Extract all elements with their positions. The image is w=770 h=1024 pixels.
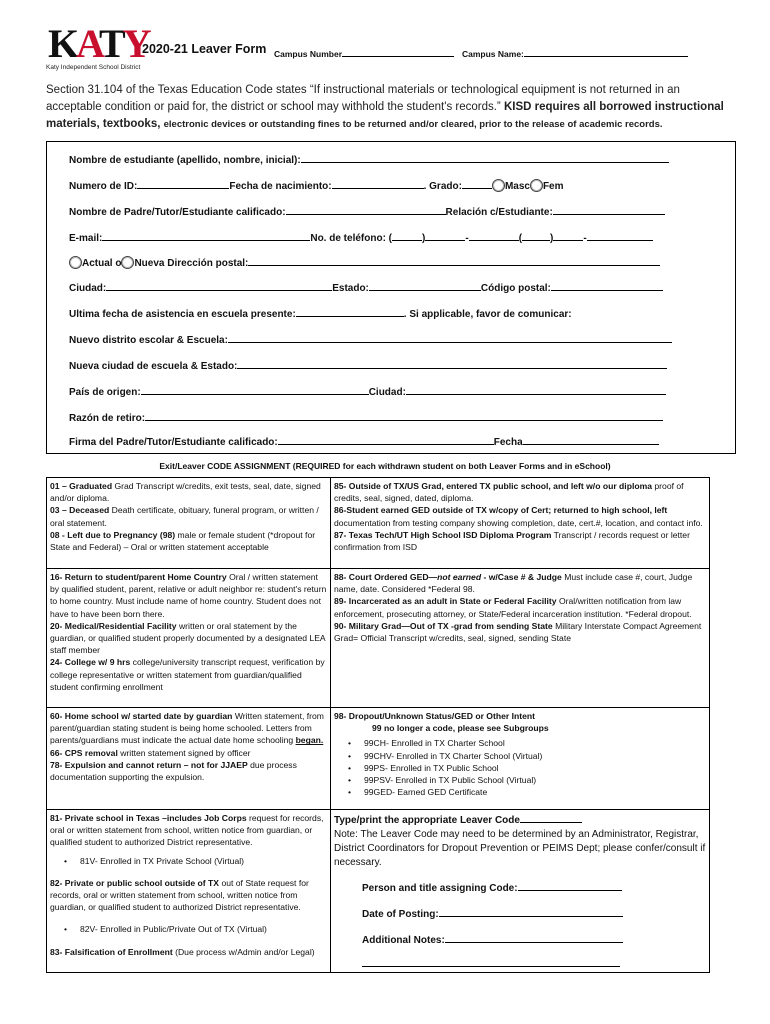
- campus-number-label: Campus Number: [274, 46, 454, 59]
- code-98-subgroups: 98- Dropout/Unknown Status/GED or Other Intent 99 no longer a code, please see Subgroups • 99CH- Enrolled in TX Charter School • 99CHV- Enrolled in TX Charter School (Virtual) • 99PS- Enrolled in TX Public School • 99PSV- Enrolled in TX Public School (Virtual) • 99GED- Earned GED Certificate: [331, 708, 709, 809]
- posting-date-field[interactable]: [439, 906, 623, 917]
- codes-85-86-87: 85- Outside of TX/US Grad, entered TX public school, and left w/o our diploma proof of credits, seal, signed, dated, diploma. 86-Student earned GED outside of TX w/copy of Cert; returned to high school, left documentation from testing company showing completion, date, cert.#, location, and contact info. 87- Texas Tech/UT High School ISD Diploma Program Transcript / records request or letter confirmation from ISD: [334, 481, 703, 553]
- country-row: País de origen: Ciudad:: [69, 384, 666, 398]
- reason-row: Razón de retiro:: [69, 410, 663, 424]
- id-field[interactable]: [137, 178, 229, 189]
- new-district-row: Nuevo distrito escolar & Escuela:: [69, 332, 672, 346]
- person-title-field[interactable]: [518, 880, 622, 891]
- city-field[interactable]: [106, 280, 332, 291]
- parent-row: Nombre de Padre/Tutor/Estudiante calificado: Relación c/Estudiante:: [69, 204, 665, 218]
- signature-row: Firma del Padre/Tutor/Estudiante calificado: Fecha: [69, 434, 659, 448]
- relation-field[interactable]: [553, 204, 665, 215]
- new-city-row: Nueva ciudad de escuela & Estado:: [69, 358, 667, 372]
- intro-text: Section 31.104 of the Texas Education Code states “If instructional materials or technological equipment is not returned in an acceptable condition or paid for, the district or school may withhold the student's records.”: [46, 84, 680, 113]
- subgroup-item: • 99GED- Earned GED Certificate: [334, 786, 706, 798]
- intro-bold: KISD requires all borrowed instructional materials, textbooks,: [46, 101, 724, 130]
- intro-paragraph: [46, 82, 736, 133]
- logo-subtitle: Katy Independent School District: [46, 64, 141, 71]
- subgroup-item: • 99PSV- Enrolled in TX Public School (Virtual): [334, 774, 706, 786]
- address-row: Actual o Nueva Dirección postal:: [69, 255, 660, 269]
- current-address-radio[interactable]: [69, 256, 82, 269]
- codes-88-89-90: 88- Court Ordered GED—not earned - w/Case # & Judge Must include case #, court, Judge name, date. Considered *Federal 98. 89- Incarcerated as an adult in State or Federal Facility Oral/written notification from law enforcement, prosecuting attorney, or State/Federal incarceration institution. *Federal dropout. 90- Military Grad—Out of TX -grad from sending State Military Interstate Compact Agreement Grad= Official Transcript w/credits, seal, signed, sending State: [334, 572, 702, 644]
- codes-16-20-24: 16- Return to student/parent Home Country Oral / written statement by qualified student, parent, relative or adult neighbor re: student's return to home country. Must include name of home country. Student does not have to have been born there. 20- Medical/Residential Facility written or oral statement by the guardian, or qualified student properly documented by a designated LEA staff member 24- College w/ 9 hrs college/university transcript request, verification by college representative or written statement from guardian/qualified student confirming enrollment: [50, 572, 327, 692]
- codes-01-03-08: 01 – Graduated Grad Transcript w/credits, exit tests, seal, date, signed and/or diploma. 03 – Deceased Death certificate, obituary, funeral program, or written / oral statement. 08 - Left due to Pregnancy (98) male or female student (*dropout for State and Federal) – Oral or written statement acceptable: [50, 481, 321, 553]
- student-info-box: [46, 141, 736, 454]
- new-address-radio[interactable]: [121, 256, 134, 269]
- phone2-area-field[interactable]: [522, 230, 550, 241]
- student-name-row: Nombre de estudiante (apellido, nombre, inicial):: [69, 152, 669, 166]
- leaver-code-entry-panel: Type/print the appropriate Leaver Code Note: The Leaver Code may need to be determined by an Administrator, Registrar, District Coordinators for Dropout Prevention or PEIMS Dept; please confer/consult if necessary. Person and title assigning Code: Date of Posting: Additional Notes:: [331, 810, 709, 972]
- contact-row: E-mail: No. de teléfono: ( ) - ( ) -: [69, 230, 653, 244]
- new-city-field[interactable]: [237, 358, 667, 369]
- additional-notes-field[interactable]: [445, 932, 623, 943]
- reason-field[interactable]: [145, 410, 663, 421]
- code-assignment-title: Exit/Leaver CODE ASSIGNMENT (REQUIRED for each withdrawn student on both Leaver Forms and in eSchool): [159, 461, 611, 471]
- birth-date-field[interactable]: [332, 178, 424, 189]
- campus-number-field[interactable]: [342, 46, 454, 57]
- country-field[interactable]: [141, 384, 369, 395]
- code-81v: • 81V- Enrolled in TX Private School (Virtual): [50, 855, 328, 867]
- student-name-field[interactable]: [301, 152, 669, 163]
- code-82v: • 82V- Enrolled in Public/Private Out of TX (Virtual): [50, 923, 328, 935]
- male-radio[interactable]: [492, 179, 505, 192]
- leaver-codes-grid: [46, 477, 710, 973]
- female-radio[interactable]: [530, 179, 543, 192]
- state-field[interactable]: [369, 280, 481, 291]
- last-attendance-field[interactable]: [296, 306, 404, 317]
- subgroup-item: • 99CHV- Enrolled in TX Charter School (Virtual): [334, 750, 706, 762]
- phone2-field[interactable]: [587, 230, 653, 241]
- id-row: Numero de ID: Fecha de nacimiento: . Grado: Masc Fem: [69, 178, 564, 192]
- email-field[interactable]: [102, 230, 310, 241]
- new-district-field[interactable]: [228, 332, 672, 343]
- subgroup-item: • 99CH- Enrolled in TX Charter School: [334, 737, 706, 749]
- leaver-code-field[interactable]: [520, 812, 582, 823]
- city2-field[interactable]: [406, 384, 666, 395]
- campus-name-label: Campus Name:: [462, 46, 688, 59]
- codes-60-66-78: 60- Home school w/ started date by guardian Written statement, from parent/guardian stating student is being home schooled. Letters from parents/guardians must indicate the actual date home schooling began. 66- CPS removal written statement signed by officer 78- Expulsion and cannot return – not for JJAEP due process documentation supporting the expulsion.: [50, 711, 324, 783]
- subgroup-item: • 99PS- Enrolled in TX Public School: [334, 762, 706, 774]
- signature-field[interactable]: [278, 434, 494, 445]
- additional-notes-line[interactable]: [362, 956, 620, 967]
- city-row: Ciudad: Estado: Código postal:: [69, 280, 663, 294]
- form-header: [46, 22, 726, 74]
- intro-small-bold: electronic devices or outstanding fines to be returned and/or cleared, prior to the release of academic records.: [163, 119, 663, 130]
- grade-field[interactable]: [462, 178, 492, 189]
- zip-field[interactable]: [551, 280, 663, 291]
- phone-area-field[interactable]: [392, 230, 422, 241]
- campus-name-field[interactable]: [524, 46, 688, 57]
- codes-81-82-83: 81- Private school in Texas –includes Job Corps request for records, oral or written statement from school, written notice from guardian, or qualified student to authorized District representative. • 81V- Enrolled in TX Private School (Virtual) 82- Private or public school outside of TX out of State request for records, oral or written statement from school, written notice from guardian, or qualified student to authorized District representative. • 82V- Enrolled in Public/Private Out of TX (Virtual) 83- Falsification of Enrollment (Due process w/Admin and/or Legal): [47, 810, 331, 972]
- logo-letters: KATY: [48, 21, 149, 66]
- address-field[interactable]: [248, 255, 660, 266]
- leaver-code-note: Note: The Leaver Code may need to be determined by an Administrator, Registrar, District Coordinators for Dropout Prevention or PEIMS Dept; please confer/consult if necessary.: [334, 829, 706, 868]
- parent-name-field[interactable]: [286, 204, 446, 215]
- date-field[interactable]: [523, 434, 659, 445]
- attendance-row: Ultima fecha de asistencia en escuela presente: . Si applicable, favor de comunicar:: [69, 306, 572, 320]
- form-title: 2020-21 Leaver Form: [142, 42, 267, 56]
- district-logo: [46, 21, 149, 74]
